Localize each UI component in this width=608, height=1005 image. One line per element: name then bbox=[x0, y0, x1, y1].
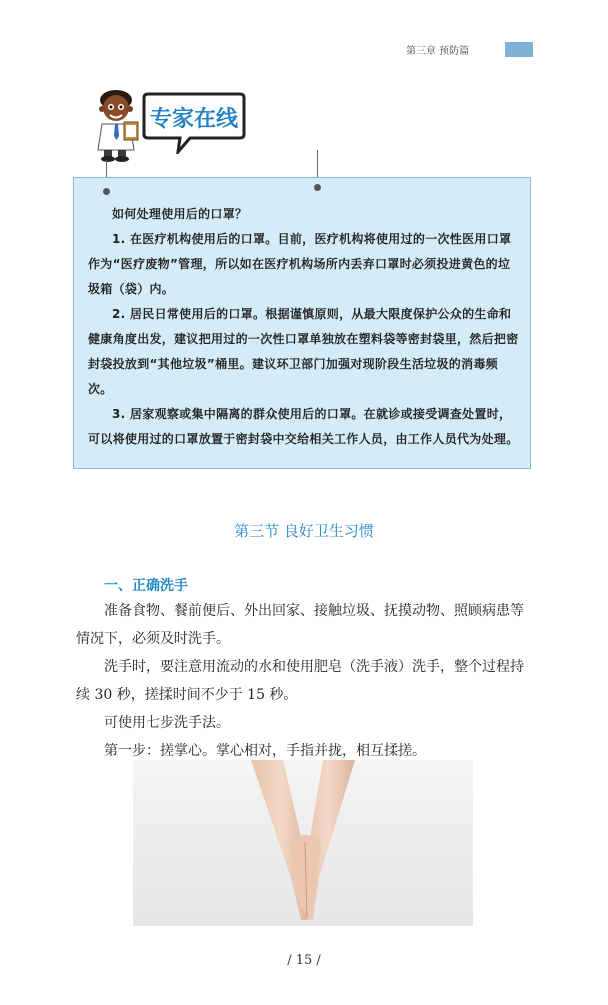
expert-paragraph: 3. 居家观察或集中隔离的群众使用后的口罩。在就诊或接受调查处置时，可以将使用过的口罩放置于密封袋中交给相关工作人员，由工作人员代为处理。 bbox=[88, 407, 519, 446]
expert-online-badge: 专家在线 bbox=[150, 107, 239, 132]
pin-left-icon bbox=[103, 188, 110, 195]
expert-paragraph: 2. 居民日常使用后的口罩。根据谨慎原则，从最大限度保护公众的生命和健康角度出发，建议把用过的一次性口罩单独放在塑料袋等密封袋里，然后把密封袋投放到“其他垃圾”桶里。建议环卫部门加强对现阶段生活垃圾的消毒频次。 bbox=[88, 307, 519, 396]
section-title: 第三节 良好卫生习惯 bbox=[234, 522, 374, 540]
body-text bbox=[76, 597, 536, 765]
body-paragraph: 准备食物、餐前便后、外出回家、接触垃圾、抚摸动物、照顾病患等情况下，必须及时洗手。 bbox=[76, 603, 524, 647]
hands-palms-together-photo bbox=[133, 760, 473, 926]
expert-content bbox=[88, 202, 520, 452]
expert-paragraph: 1. 在医疗机构使用后的口罩。目前，医疗机构将使用过的一次性医用口罩作为“医疗废物”管理，所以如在医疗机构场所内丢弃口罩时必须投进黄色的垃圾箱（袋）内。 bbox=[88, 232, 512, 296]
body-paragraph: 洗手时，要注意用流动的水和使用肥皂（洗手液）洗手，整个过程持续 30 秒，搓揉时间不少于 15 秒。 bbox=[76, 659, 524, 703]
pin-right-icon bbox=[314, 184, 321, 191]
body-paragraph: 第一步：搓掌心。掌心相对，手指并拢，相互揉搓。 bbox=[104, 743, 426, 759]
header-accent-bar bbox=[505, 42, 533, 57]
subheading: 一、正确洗手 bbox=[104, 578, 188, 594]
chapter-header: 第三章 预防篇 bbox=[406, 46, 470, 57]
body-paragraph: 可使用七步洗手法。 bbox=[104, 715, 230, 731]
expert-question: 如何处理使用后的口罩？ bbox=[112, 207, 248, 221]
page-number: / 15 / bbox=[287, 953, 321, 968]
doctor-clipboard-icon bbox=[90, 84, 150, 162]
